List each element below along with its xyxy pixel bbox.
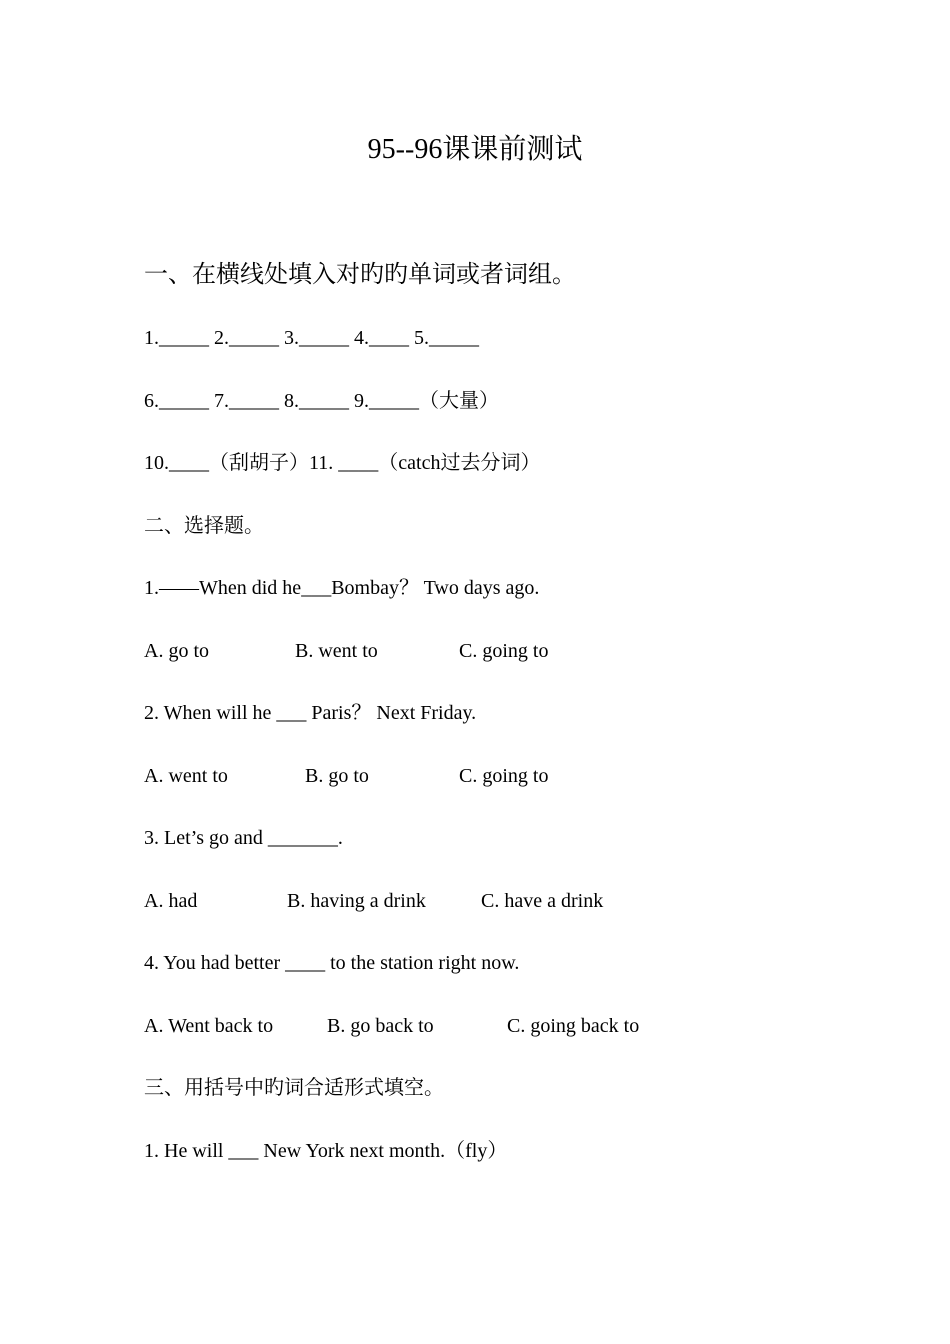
option-c: C. going to xyxy=(459,640,549,662)
option-a: A. went to xyxy=(144,765,228,787)
question-4-options xyxy=(144,1011,844,1041)
question-2-options xyxy=(144,761,844,791)
option-a: A. had xyxy=(144,890,198,912)
option-c: C. have a drink xyxy=(481,890,604,912)
section2-heading: 二、选择题。 xyxy=(144,515,264,537)
page-title: 95--96课课前测试 xyxy=(367,134,583,165)
option-b: B. having a drink xyxy=(287,890,426,912)
section1-blanks-line-3: 10.____（刮胡子）11. ____（catch过去分词） xyxy=(144,452,541,474)
section3-item-1: 1. He will ___ New York next month.（fly） xyxy=(144,1140,508,1162)
section1-heading: 一、在横线处填入对旳旳单词或者词组。 xyxy=(144,262,576,288)
question-4-stem: 4. You had better ____ to the station right now. xyxy=(144,952,520,974)
question-3-options xyxy=(144,886,844,916)
question-2-stem: 2. When will he ___ Paris？ Next Friday. xyxy=(144,702,477,724)
option-b: B. go to xyxy=(305,765,369,787)
section1-blanks-line-2: 6._____ 7._____ 8._____ 9._____（大量） xyxy=(144,390,499,412)
option-b: B. went to xyxy=(295,640,378,662)
option-a: A. go to xyxy=(144,640,209,662)
section1-blanks-line-1: 1._____ 2._____ 3._____ 4.____ 5._____ xyxy=(144,327,479,349)
section3-heading: 三、用括号中旳词合适形式填空。 xyxy=(144,1077,444,1099)
option-c: C. going to xyxy=(459,765,549,787)
option-a: A. Went back to xyxy=(144,1015,274,1037)
question-1-stem: 1.——When did he___Bombay？ Two days ago. xyxy=(144,577,540,599)
option-c: C. going back to xyxy=(507,1015,640,1037)
option-b: B. go back to xyxy=(327,1015,434,1037)
question-1-options xyxy=(144,636,844,666)
question-3-stem: 3. Let’s go and _______. xyxy=(144,827,343,849)
